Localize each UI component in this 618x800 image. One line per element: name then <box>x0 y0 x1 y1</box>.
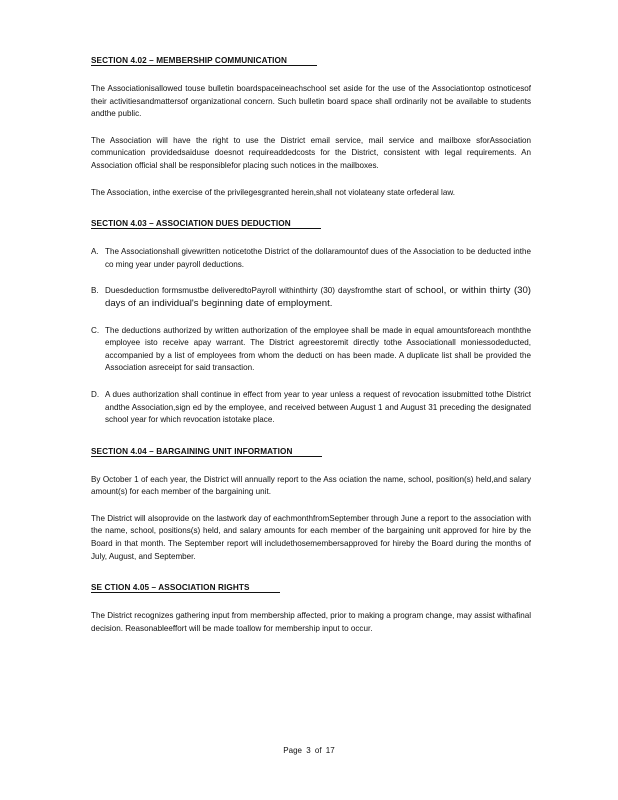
list-item <box>91 389 531 427</box>
section-heading-4-03: SECTION 4.03 – ASSOCIATION DUES DEDUCTION <box>91 219 321 229</box>
list-item <box>91 325 531 375</box>
list-item <box>91 285 531 310</box>
document-body <box>91 50 531 649</box>
section-heading-4-04: SECTION 4.04 – BARGAINING UNIT INFORMATION <box>91 447 322 457</box>
list-item-letter: D. <box>91 389 100 399</box>
paragraph: The Associationisallowed touse bulletin boardspaceineachschool set aside for the use of the Associationtop ostnoticesof their activitiesandmattersof organizational concern. Such bulletin board space shall ordinarily not be available to students andthe public. <box>91 84 531 119</box>
section-heading-4-02: SECTION 4.02 – MEMBERSHIP COMMUNICATION <box>91 56 317 66</box>
section-heading-4-05: SE CTION 4.05 – ASSOCIATION RIGHTS <box>91 583 280 593</box>
paragraph: By October 1 of each year, the District will annually report to the Ass ociation the name, school, position(s) held,and salary amount(s) for each member of the bargaining unit. <box>91 474 531 497</box>
paragraph: The District will alsoprovide on the lastwork day of eachmonthfromSeptember through June a report to the association with the name, school, positions(s) held, and salary amounts for each member of the bargaining unit approved for hire by the Board in that month. The September report will includethosemembersapproved for hireby the Board during the months of July, August, and September. <box>91 513 531 561</box>
of-label: of <box>314 746 322 755</box>
list-item <box>91 246 531 271</box>
list-item-text-continued: of school, or within thirty (30) days of an individual's beginning date of employment. <box>105 285 532 309</box>
page-number: 3 <box>306 746 311 755</box>
list-item-letter: A. <box>91 247 99 257</box>
list-item-text: Duesdeduction formsmustbe deliveredtoPayroll withinthirty (30) daysfromthe start <box>105 286 402 296</box>
page-footer <box>0 746 618 755</box>
list-item-text: A dues authorization shall continue in effect from year to year unless a request of revocation issubmitted tothe District andthe Association,sign ed by the employee, and received between August 1 and August 31 preceding the designated school year for which revocation istotake place. <box>105 389 531 425</box>
paragraph: The Association, inthe exercise of the privilegesgranted herein,shall not violateany state orfederal law. <box>91 187 455 197</box>
paragraph: The Association will have the right to use the District email service, mail service and mailboxe sforAssociation communication providedsaiduse doesnot requireaddedcosts for the District, consistent with legal requirements. An Association official shall be responsiblefor placing such notices in the mailboxes. <box>91 135 531 170</box>
list-item-letter: B. <box>91 286 99 296</box>
list-item-letter: C. <box>91 325 100 335</box>
list-item-text: The deductions authorized by written authorization of the employee shall be made in equal amountsforeach monththe employee isto receive apay warrant. The District agreestoremit directly tothe Associationall moniessodeducted, accompanied by a list of employees from whom the deducti on has been made. A duplicate list shall be provided the Association asreceipt for said transaction. <box>105 325 531 373</box>
paragraph: The District recognizes gathering input from membership affected, prior to making a program change, may assist withafinal decision. Reasonableeffort will be made toallow for membership input to occur. <box>91 611 531 633</box>
list-item-text: The Associationshall givewritten noticetothe District of the dollaramountof dues of the Association to be deducted inthe co ming year under payroll deductions. <box>105 247 531 269</box>
total-pages: 17 <box>325 746 335 755</box>
page-label: Page <box>283 746 302 755</box>
